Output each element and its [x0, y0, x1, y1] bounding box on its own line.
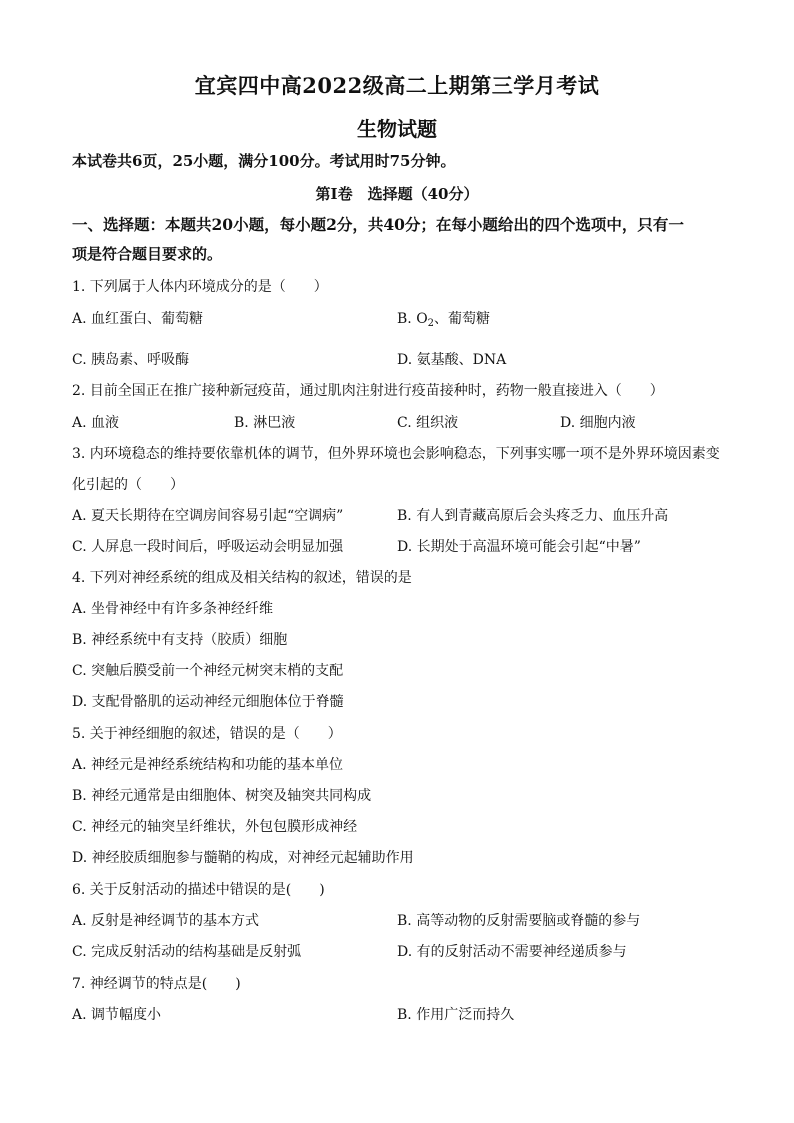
question-3-option-c: C. 人屏息一段时间后，呼吸运动会明显加强 — [72, 539, 344, 555]
part-heading: 第I卷 选择题（40分） — [315, 185, 479, 203]
question-1-stem: 1. 下列属于人体内环境成分的是（ ） — [72, 279, 328, 295]
question-1-option-b: B. $O_2$、葡萄糖 — [397, 311, 491, 329]
question-7-option-a: A. 调节幅度小 — [72, 1007, 162, 1023]
question-3-stem-line2: 化引起的（ ） — [72, 477, 184, 493]
section-instructions-line1: 一、选择题：本题共20小题，每小题2分，共40分；在每小题给出的四个选项中，只有一 — [72, 215, 684, 234]
exam-intro: 本试卷共6页，25小题，满分100分。考试用时75分钟。 — [72, 152, 456, 170]
question-1-option-c: C. 胰岛素、呼吸酶 — [72, 352, 190, 368]
question-4-option-a: A. 坐骨神经中有许多条神经纤维 — [72, 601, 274, 617]
question-5-stem: 5. 关于神经细胞的叙述，错误的是（ ） — [72, 726, 342, 742]
question-3-option-a: A. 夏天长期待在空调房间容易引起“空调病” — [72, 508, 344, 524]
question-7-option-b: B. 作用广泛而持久 — [397, 1007, 515, 1023]
section-instructions-line2: 项是符合题目要求的。 — [72, 245, 223, 263]
question-2-option-a: A. 血液 — [72, 415, 120, 431]
question-2-option-c: C. 组织液 — [397, 415, 459, 431]
question-5-option-a: A. 神经元是神经系统结构和功能的基本单位 — [72, 757, 344, 773]
exam-subject: 生物试题 — [357, 117, 437, 141]
question-1-option-a: A. 血红蛋白、葡萄糖 — [72, 311, 204, 327]
question-2-stem: 2. 目前全国正在推广接种新冠疫苗，通过肌肉注射进行疫苗接种时，药物一般直接进入（ ） — [72, 383, 664, 399]
question-7-stem: 7. 神经调节的特点是( ) — [72, 976, 241, 992]
question-4-option-d: D. 支配骨骼肌的运动神经元细胞体位于脊髓 — [72, 694, 344, 710]
question-3-option-b: B. 有人到青藏高原后会头疼乏力、血压升高 — [397, 508, 669, 524]
question-4-stem: 4. 下列对神经系统的组成及相关结构的叙述，错误的是 — [72, 570, 412, 586]
question-3-stem-line1: 3. 内环境稳态的维持要依靠机体的调节，但外界环境也会影响稳态，下列事实哪一项不是外界环境因素变 — [72, 446, 720, 462]
question-6-option-c: C. 完成反射活动的结构基础是反射弧 — [72, 944, 302, 960]
question-5-option-d: D. 神经胶质细胞参与髓鞘的构成，对神经元起辅助作用 — [72, 850, 414, 866]
exam-title: 宜宾四中高2022级高二上期第三学月考试 — [194, 73, 600, 98]
question-5-option-c: C. 神经元的轴突呈纤维状，外包包膜形成神经 — [72, 819, 358, 835]
question-4-option-b: B. 神经系统中有支持（胶质）细胞 — [72, 632, 288, 648]
question-6-option-b: B. 高等动物的反射需要脑或脊髓的参与 — [397, 913, 641, 929]
question-5-option-b: B. 神经元通常是由细胞体、树突及轴突共同构成 — [72, 788, 372, 804]
question-1-option-d: D. 氨基酸、DNA — [397, 352, 507, 368]
question-6-stem: 6. 关于反射活动的描述中错误的是( ) — [72, 882, 325, 898]
question-6-option-d: D. 有的反射活动不需要神经递质参与 — [397, 944, 627, 960]
question-2-option-d: D. 细胞内液 — [560, 415, 636, 431]
question-3-option-d: D. 长期处于高温环境可能会引起“中暑” — [397, 539, 641, 555]
question-2-option-b: B. 淋巴液 — [234, 415, 296, 431]
question-4-option-c: C. 突触后膜受前一个神经元树突末梢的支配 — [72, 663, 344, 679]
question-6-option-a: A. 反射是神经调节的基本方式 — [72, 913, 260, 929]
